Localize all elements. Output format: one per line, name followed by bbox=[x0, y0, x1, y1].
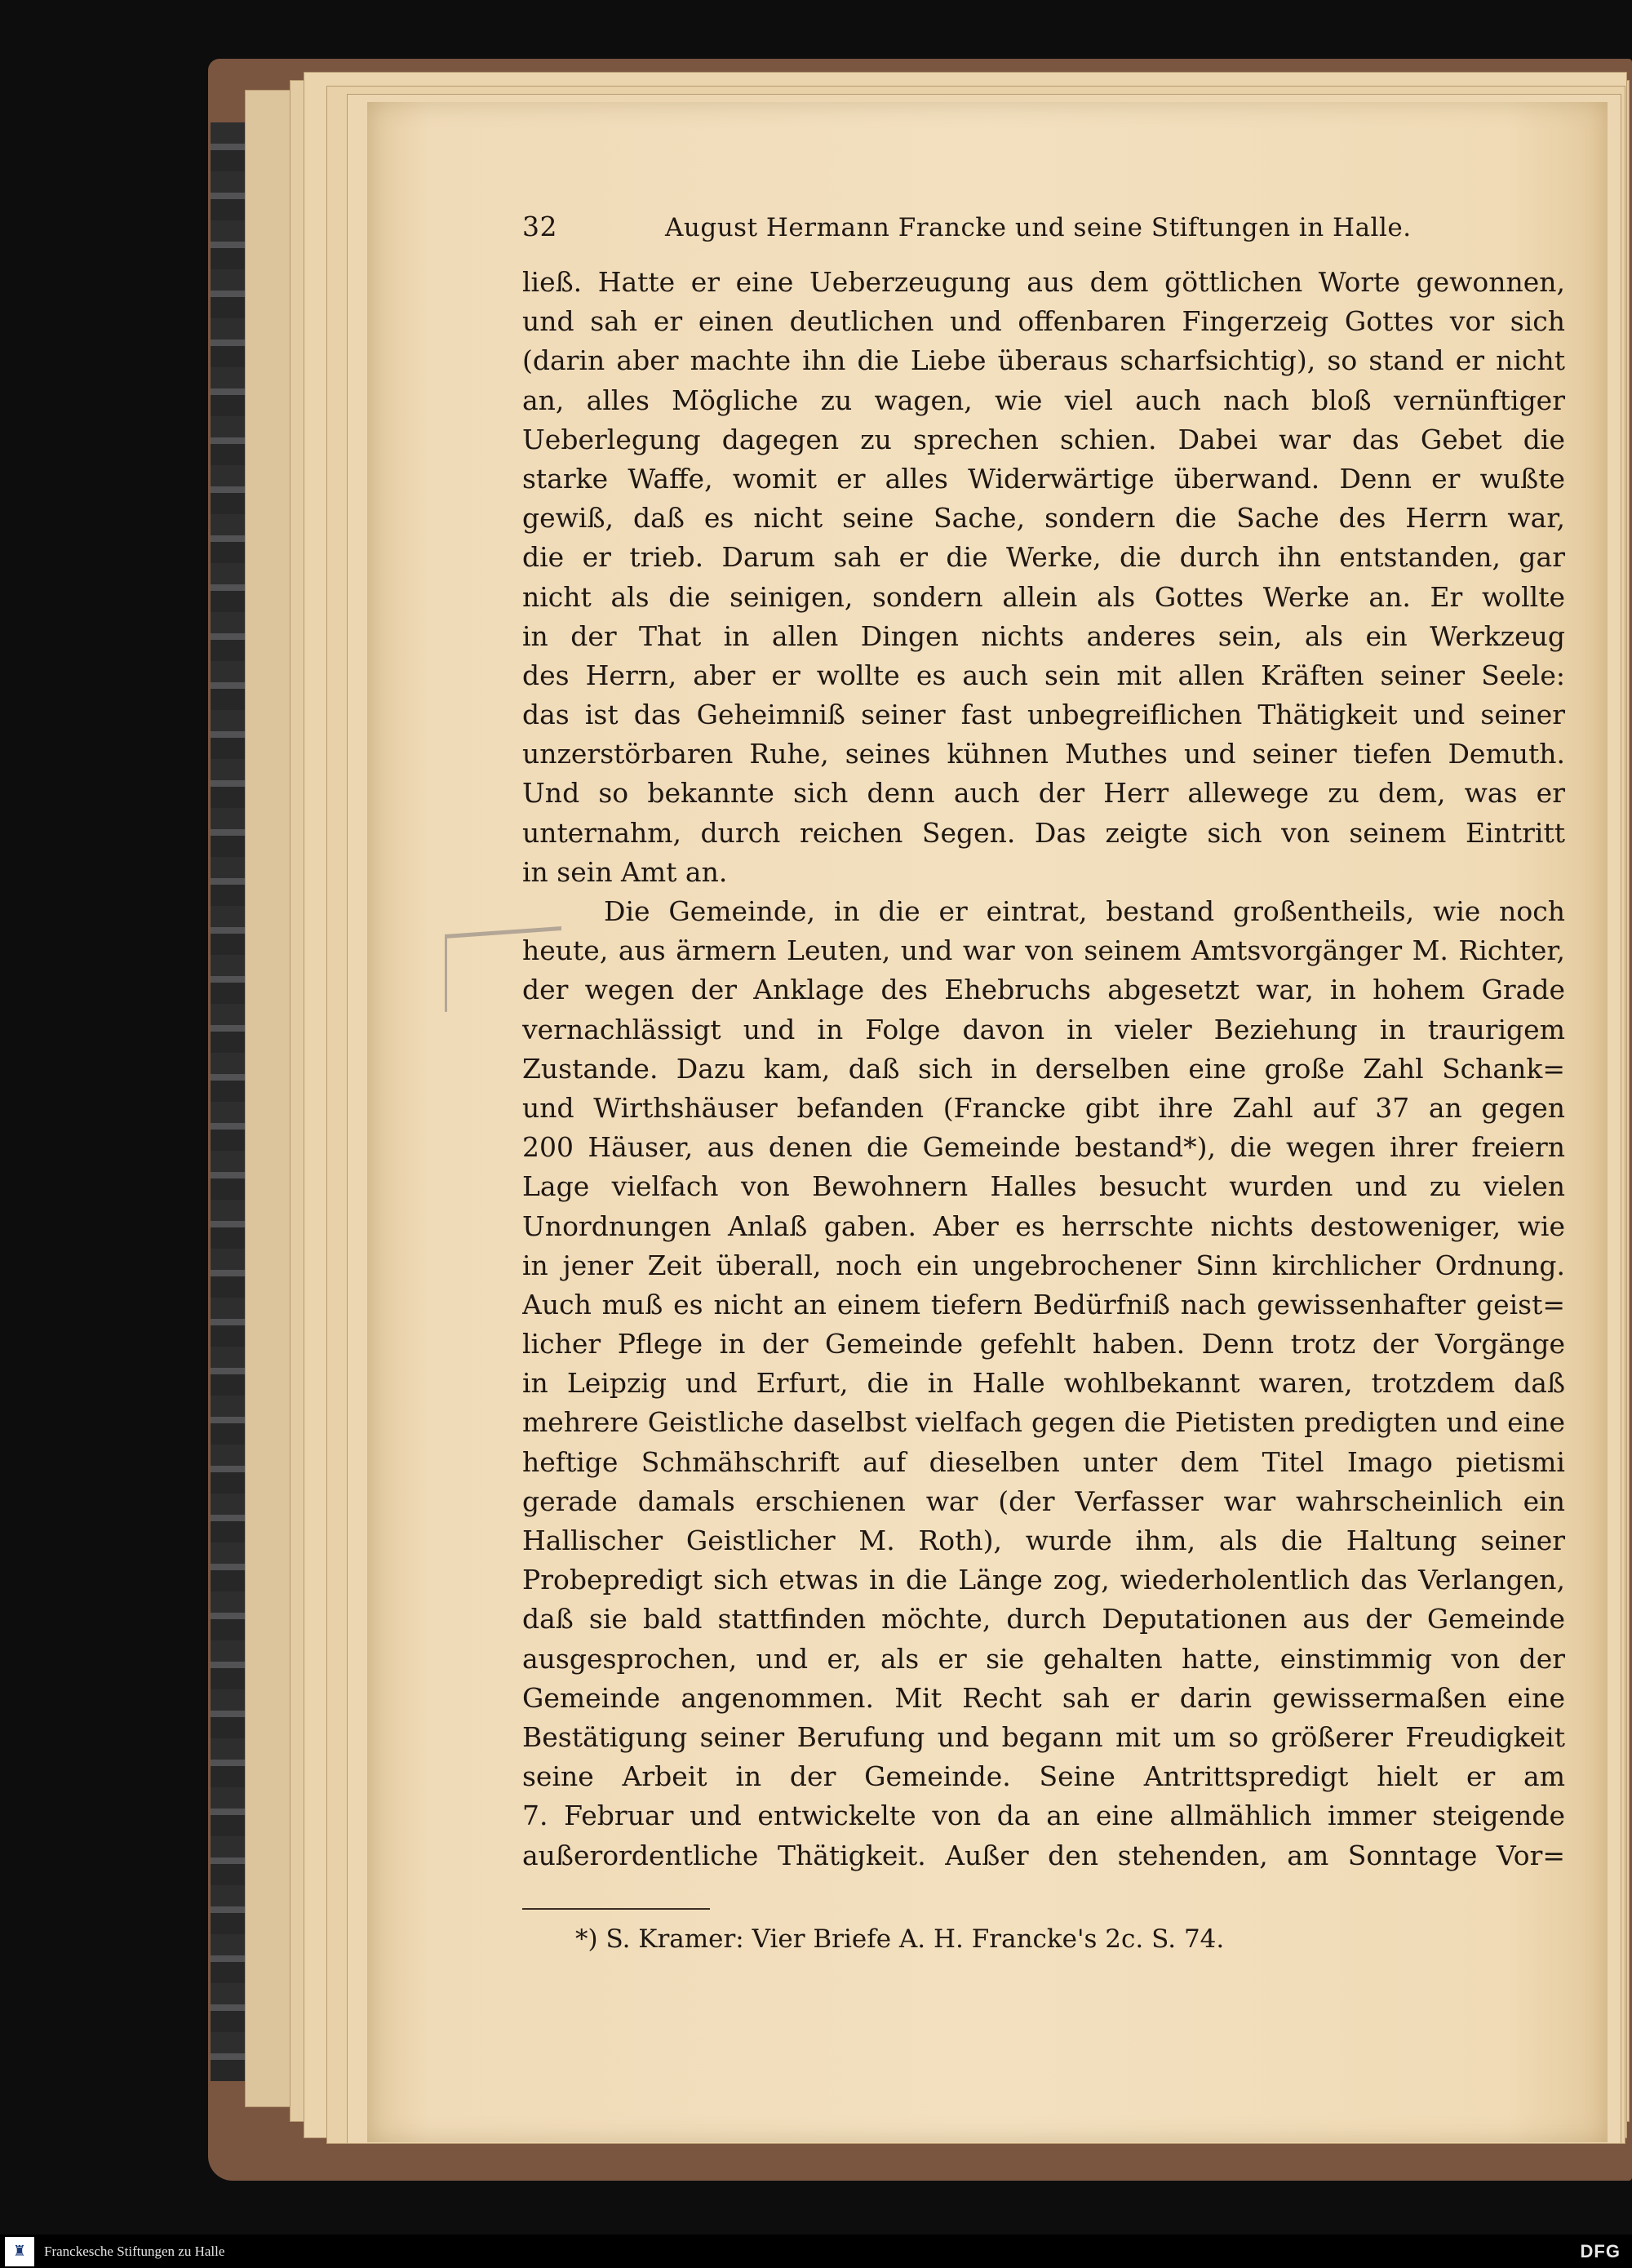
text-line: das ist das Geheimniß seiner fast unbegreiflichen Thätigkeit und seiner bbox=[522, 699, 1565, 731]
text-line: Und so bekannte sich denn auch der Herr allewege zu dem, was er bbox=[522, 777, 1565, 810]
text-line: nicht als die seinigen, sondern allein als Gottes Werke an. Er wollte bbox=[522, 580, 1565, 613]
page-text-area bbox=[522, 211, 1565, 1954]
text-line: des Herrn, aber er wollte es auch sein mit allen Kräften seiner Seele: bbox=[522, 659, 1565, 691]
viewer-bottom-bar bbox=[0, 2235, 1632, 2268]
text-line: starke Waffe, womit er alles Widerwärtige überwand. Denn er wußte bbox=[522, 462, 1565, 495]
running-head bbox=[522, 211, 1565, 248]
text-line: ausgesprochen, und er, als er sie gehalten hatte, einstimmig von der bbox=[522, 1642, 1565, 1675]
body-text bbox=[522, 263, 1565, 1875]
text-line: (darin aber machte ihn die Liebe überaus scharfsichtig), so stand er nicht bbox=[522, 344, 1565, 377]
page-number: 32 bbox=[522, 211, 557, 242]
text-line: Probepredigt sich etwas in die Länge zog, wiederholentlich das Verlangen, bbox=[522, 1564, 1565, 1596]
text-line: heftige Schmähschrift auf dieselben unter dem Titel Imago pietismi bbox=[522, 1445, 1565, 1478]
text-line: und sah er einen deutlichen und offenbaren Fingerzeig Gottes vor sich bbox=[522, 305, 1565, 338]
text-line: in Leipzig und Erfurt, die in Halle wohlbekannt waren, trotzdem daß bbox=[522, 1367, 1565, 1400]
text-line: mehrere Geistliche daselbst vielfach gegen die Pietisten predigten und eine bbox=[522, 1406, 1565, 1439]
text-line: Lage vielfach von Bewohnern Halles besucht wurden und zu vielen bbox=[522, 1170, 1565, 1203]
text-line: gerade damals erschienen war (der Verfasser war wahrscheinlich ein bbox=[522, 1485, 1565, 1517]
footnote: *) S. Kramer: Vier Briefe A. H. Francke's 2c. S. 74. bbox=[575, 1924, 1225, 1954]
text-line: Ueberlegung dagegen zu sprechen schien. Dabei war das Gebet die bbox=[522, 423, 1565, 455]
text-line: unzerstörbaren Ruhe, seines kühnen Muthes und seiner tiefen Demuth. bbox=[522, 738, 1565, 770]
institution-name: Franckesche Stiftungen zu Halle bbox=[44, 2243, 225, 2259]
text-line: heute, aus ärmern Leuten, und war von seinem Amtsvorgänger M. Richter, bbox=[522, 934, 1565, 967]
text-line: 200 Häuser, aus denen die Gemeinde bestand*), die wegen ihrer freiern bbox=[522, 1131, 1565, 1164]
text-line: an, alles Mögliche zu wagen, wie viel auch nach bloß vernünftiger bbox=[522, 384, 1565, 416]
text-line: 7. Februar und entwickelte von da an eine allmählich immer steigende bbox=[522, 1800, 1565, 1832]
running-head-title: August Hermann Francke und seine Stiftungen in Halle. bbox=[665, 213, 1412, 242]
text-line: Auch muß es nicht an einem tiefern Bedürfniß nach gewissenhafter geist= bbox=[522, 1288, 1565, 1320]
text-line: Bestätigung seiner Berufung und begann mit um so größerer Freudigkeit bbox=[522, 1720, 1565, 1753]
text-line: der wegen der Anklage des Ehebruchs abgesetzt war, in hohem Grade bbox=[522, 974, 1565, 1006]
text-line: in sein Amt an. bbox=[522, 855, 728, 888]
text-line: Die Gemeinde, in die er eintrat, bestand großentheils, wie noch bbox=[604, 895, 1565, 927]
text-line: daß sie bald stattfinden möchte, durch Deputationen aus der Gemeinde bbox=[522, 1603, 1565, 1636]
text-line: Unordnungen Anlaß gaben. Aber es herrschte nichts destoweniger, wie bbox=[522, 1209, 1565, 1242]
text-line: und Wirthshäuser befanden (Francke gibt ihre Zahl auf 37 an gegen bbox=[522, 1091, 1565, 1124]
text-line: ließ. Hatte er eine Ueberzeugung aus dem göttlichen Worte gewonnen, bbox=[522, 266, 1565, 298]
text-line: Gemeinde angenommen. Mit Recht sah er darin gewissermaßen eine bbox=[522, 1681, 1565, 1714]
text-line: die er trieb. Darum sah er die Werke, die durch ihn entstanden, gar bbox=[522, 541, 1565, 574]
text-line: außerordentliche Thätigkeit. Außer den stehenden, am Sonntage Vor= bbox=[522, 1839, 1565, 1871]
funder-logo: DFG bbox=[1580, 2240, 1621, 2261]
text-line: seine Arbeit in der Gemeinde. Seine Antrittspredigt hielt er am bbox=[522, 1760, 1565, 1793]
text-line: unternahm, durch reichen Segen. Das zeigte sich von seinem Eintritt bbox=[522, 816, 1565, 849]
text-line: in jener Zeit überall, noch ein ungebrochener Sinn kirchlicher Ordnung. bbox=[522, 1249, 1565, 1281]
institution-logo-icon: ♜ bbox=[5, 2237, 34, 2266]
text-line: vernachlässigt und in Folge davon in vieler Beziehung in traurigem bbox=[522, 1013, 1565, 1045]
text-line: licher Pflege in der Gemeinde gefehlt haben. Denn trotz der Vorgänge bbox=[522, 1328, 1565, 1360]
footnote-rule bbox=[522, 1908, 710, 1910]
text-line: Hallischer Geistlicher M. Roth), wurde ihm, als die Haltung seiner bbox=[522, 1525, 1565, 1556]
text-line: Zustande. Dazu kam, daß sich in derselben eine große Zahl Schank= bbox=[522, 1052, 1565, 1085]
text-line: gewiß, daß es nicht seine Sache, sondern die Sache des Herrn war, bbox=[522, 502, 1565, 535]
text-line: in der That in allen Dingen nichts anderes sein, als ein Werkzeug bbox=[522, 619, 1565, 652]
